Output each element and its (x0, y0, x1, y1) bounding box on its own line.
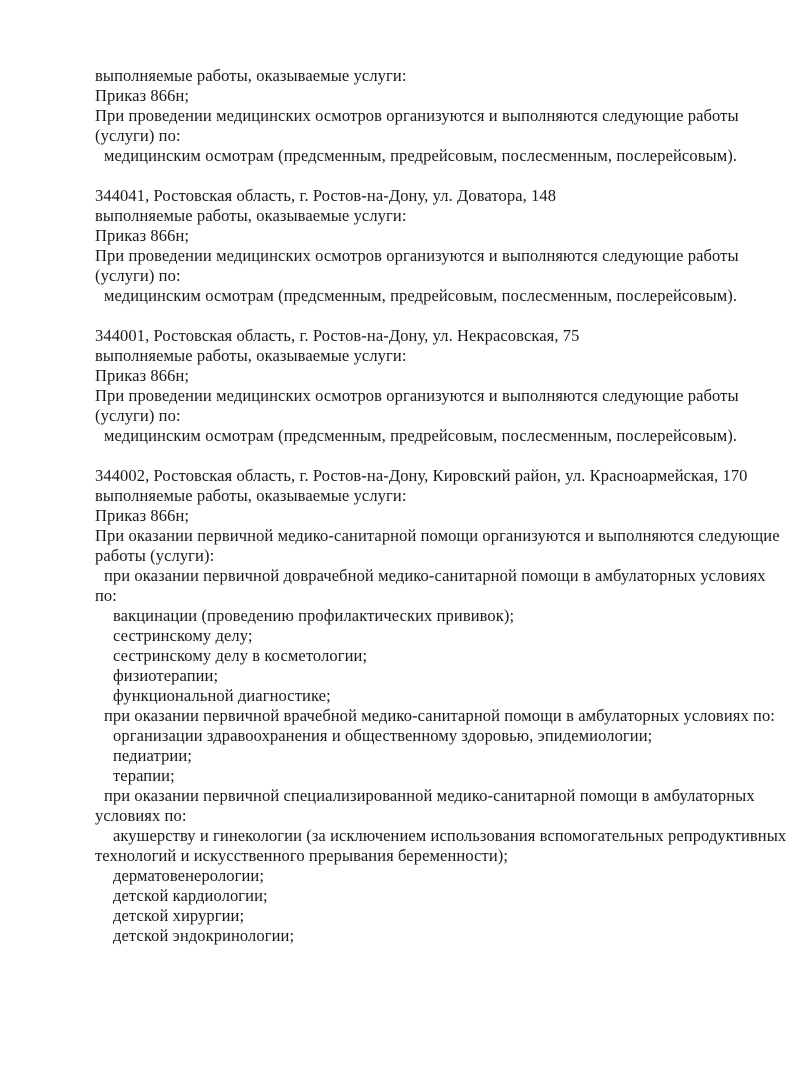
service-item: сестринскому делу в косметологии; (113, 646, 368, 665)
service-item: физиотерапии; (113, 666, 219, 685)
text-line: (услуги) по: (95, 266, 181, 285)
order-reference: Приказ 866н; (95, 366, 190, 385)
service-item: медицинским осмотрам (предсменным, предрейсовым, послесменным, послерейсовым). (104, 146, 738, 165)
text-line: При проведении медицинских осмотров организуются и выполняются следующие работы (95, 106, 739, 125)
text-block (95, 66, 775, 166)
order-reference: Приказ 866н; (95, 86, 190, 105)
service-item: акушерству и гинекологии (за исключением использования вспомогательных репродуктивных (113, 826, 787, 845)
service-item: дерматовенерологии; (113, 866, 265, 885)
service-item: медицинским осмотрам (предсменным, предрейсовым, послесменным, послерейсовым). (104, 426, 738, 445)
service-item: детской эндокринологии; (113, 926, 295, 945)
license-works-text (95, 66, 787, 946)
care-category: при оказании первичной доврачебной медико-санитарной помощи в амбулаторных условиях (104, 566, 766, 585)
service-item: детской кардиологии; (113, 886, 268, 905)
works-services-heading: выполняемые работы, оказываемые услуги: (95, 66, 407, 85)
text-line: При оказании первичной медико-санитарной помощи организуются и выполняются следующие (95, 526, 780, 545)
text-line: работы (услуги): (95, 546, 215, 565)
service-item: медицинским осмотрам (предсменным, предрейсовым, послесменным, послерейсовым). (104, 286, 738, 305)
service-item: детской хирургии; (113, 906, 245, 925)
care-category: при оказании первичной врачебной медико-санитарной помощи в амбулаторных условиях по: (104, 706, 775, 725)
text-line: (услуги) по: (95, 406, 181, 425)
text-block (95, 466, 787, 946)
service-item: терапии; (113, 766, 175, 785)
address-line: 344002, Ростовская область, г. Ростов-на-Дону, Кировский район, ул. Красноармейская, 170 (95, 466, 748, 485)
order-reference: Приказ 866н; (95, 506, 190, 525)
text-line: условиях по: (95, 806, 187, 825)
text-block (95, 186, 775, 306)
text-line: (услуги) по: (95, 126, 181, 145)
service-item: организации здравоохранения и общественному здоровью, эпидемиологии; (113, 726, 653, 745)
order-reference: Приказ 866н; (95, 226, 190, 245)
works-services-heading: выполняемые работы, оказываемые услуги: (95, 346, 407, 365)
address-line: 344001, Ростовская область, г. Ростов-на-Дону, ул. Некрасовская, 75 (95, 326, 580, 345)
service-item: сестринскому делу; (113, 626, 253, 645)
care-category: при оказании первичной специализированной медико-санитарной помощи в амбулаторных (104, 786, 755, 805)
works-services-heading: выполняемые работы, оказываемые услуги: (95, 486, 407, 505)
text-line: При проведении медицинских осмотров организуются и выполняются следующие работы (95, 246, 739, 265)
works-services-heading: выполняемые работы, оказываемые услуги: (95, 206, 407, 225)
address-line: 344041, Ростовская область, г. Ростов-на-Дону, ул. Доватора, 148 (95, 186, 557, 205)
text-line: технологий и искусственного прерывания беременности); (95, 846, 509, 865)
text-line: по: (95, 586, 117, 605)
text-line: При проведении медицинских осмотров организуются и выполняются следующие работы (95, 386, 739, 405)
service-item: вакцинации (проведению профилактических прививок); (113, 606, 515, 625)
service-item: педиатрии; (113, 746, 192, 765)
service-item: функциональной диагностике; (113, 686, 331, 705)
text-block (95, 326, 775, 446)
